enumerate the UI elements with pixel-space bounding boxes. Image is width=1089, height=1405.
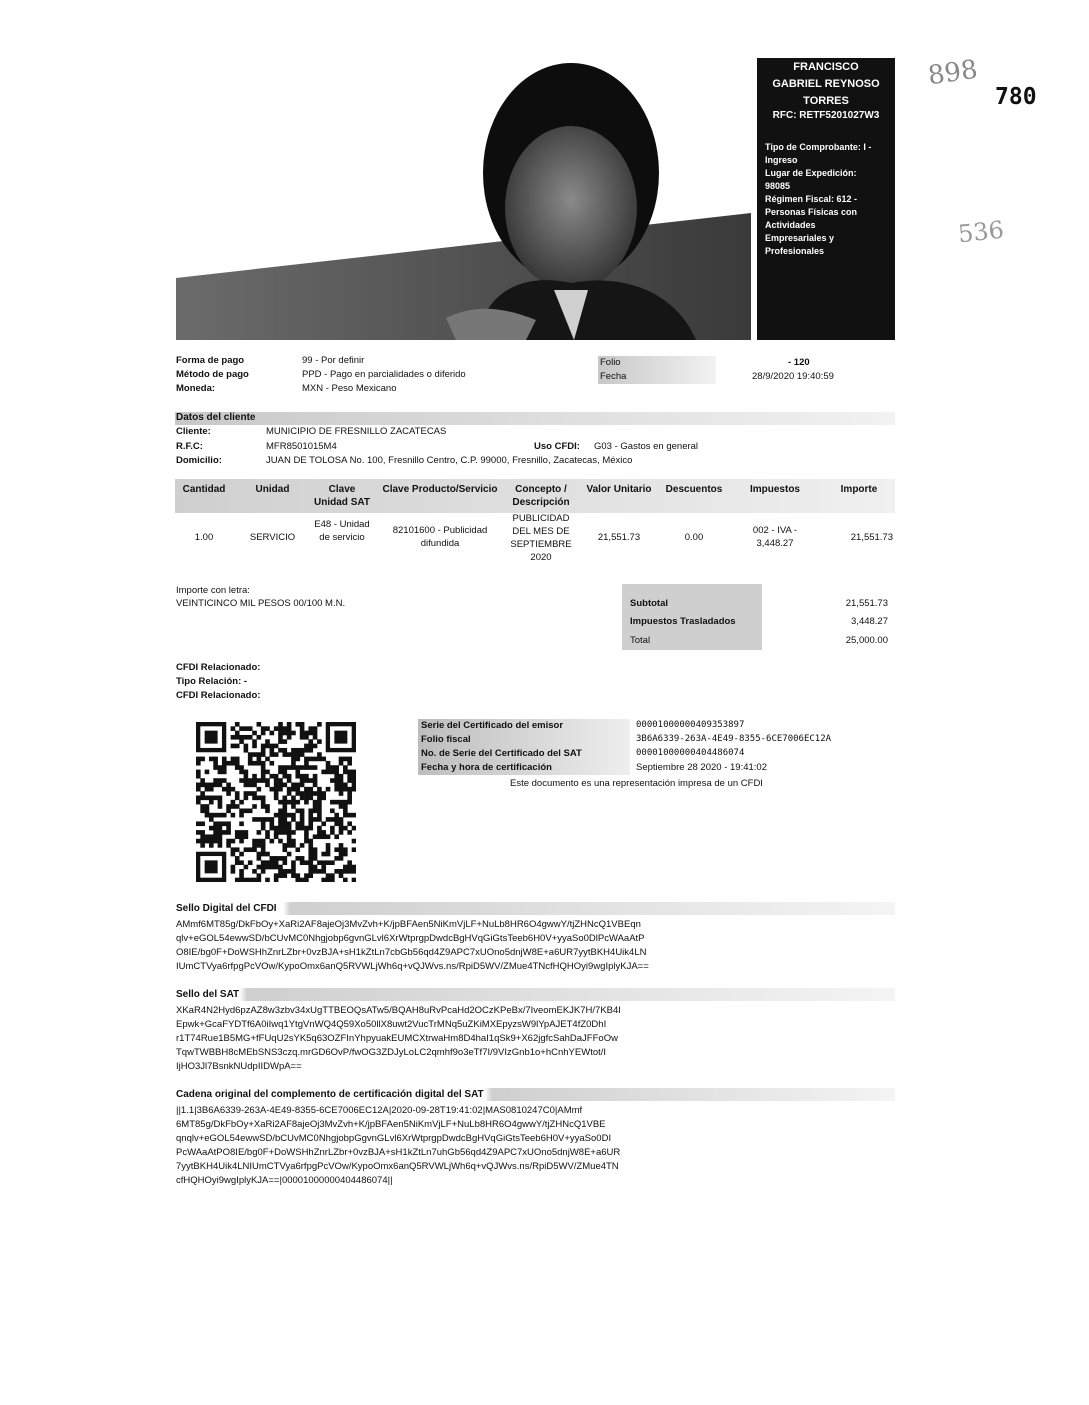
moneda-value: MXN - Peso Mexicano xyxy=(302,383,397,394)
folio-label: Folio xyxy=(600,357,621,368)
issuer-name-3: TORRES xyxy=(803,95,849,107)
handwritten-number-top: 898 xyxy=(926,54,980,92)
forma-pago-label: Forma de pago xyxy=(176,355,245,366)
portrait-image xyxy=(176,58,751,340)
domicilio-value: JUAN DE TOLOSA No. 100, Fresnillo Centro, C.P. 99000, Fresnillo, Zacatecas, México xyxy=(266,455,633,466)
col-header-unidad: Unidad xyxy=(255,484,290,495)
sello-sat-bar xyxy=(175,988,895,1001)
uso-cfdi-value: G03 - Gastos en general xyxy=(594,441,699,452)
cadena-line: ||1.1|3B6A6339-263A-4E49-8355-6CE7006EC12A|2020-09-28T19:41:02|MAS0810247C0|AMmf xyxy=(176,1105,583,1116)
importe-letra-label: Importe con letra: xyxy=(176,585,250,596)
sello-sat-line: XKaR4N2Hyd6pzAZ8w3zbv34xUgTTBEOQsATw5/BQAH8uRvPcaHd2OCzKPeBx/7IveomEKJK7H/7KB4I xyxy=(176,1005,621,1016)
forma-pago-value: 99 - Por definir xyxy=(302,355,365,366)
meta-line: Profesionales xyxy=(765,246,825,256)
cadena-text xyxy=(176,1104,876,1188)
col-header-concepto: Concepto / Descripción xyxy=(512,484,570,508)
cfdi-relacionado-label: CFDI Relacionado: xyxy=(176,662,261,673)
col-header-clave-unidad: Clave Unidad SAT xyxy=(314,484,370,508)
cadena-line: cfHQHOyi9wgIplyKJA==|00001000000404486074|| xyxy=(176,1175,393,1186)
moneda-label: Moneda: xyxy=(176,383,216,394)
meta-line: Personas Físicas con xyxy=(765,207,858,217)
col-header-clave-producto: Clave Producto/Servicio xyxy=(382,484,498,495)
client-section-bar xyxy=(175,412,895,425)
col-header-impuestos: Impuestos xyxy=(749,484,800,495)
rfc-client-value: MFR8501015M4 xyxy=(266,441,337,452)
meta-line: Empresariales y xyxy=(765,233,835,243)
row-unidad: SERVICIO xyxy=(249,532,296,543)
header-photo xyxy=(176,58,751,340)
row-valor-unitario: 21,551.73 xyxy=(597,532,641,543)
sello-sat-title: Sello del SAT xyxy=(176,989,240,1000)
fecha-value: 28/9/2020 19:40:59 xyxy=(752,371,834,382)
subtotal-value: 21,551.73 xyxy=(845,598,888,609)
col-header-cantidad: Cantidad xyxy=(182,484,226,495)
sello-cfdi-line: AMmf6MT85g/DkFbOy+XaRi2AF8ajeOj3MvZvh+K/jpBFAen5NiKmVjLF+NuLb8HR6O4gwwY/tjZHNcQ1VBEqn xyxy=(176,919,641,930)
issuer-name-1: FRANCISCO xyxy=(793,61,859,73)
total-value: 25,000.00 xyxy=(845,635,888,646)
cadena-line: PcWAaAtPO8IE/bg0F+DoWSHhZnrLZbr+0vzBJA+sH1kZtLn7uhGb56qd4Z9APC7xUOno5dnjW8E+a6UR xyxy=(176,1147,621,1158)
cadena-title: Cadena original del complemento de certificación digital del SAT xyxy=(176,1089,484,1100)
metodo-pago-label: Método de pago xyxy=(176,369,249,380)
row-impuestos: 002 - IVA - 3,448.27 xyxy=(752,525,798,549)
folio-fiscal-label: Folio fiscal xyxy=(421,734,471,745)
sello-sat-line: TqwTWBBH8cMEbSNS3czq.mrGD6OvP/fwOG3ZDJyLoLC2qmhf9o3eTf7I/9VIzGnb1o+hCnhYEWtot/I xyxy=(176,1047,607,1058)
cadena-line: 6MT85g/DkFbOy+XaRi2AF8ajeOj3MvZvh+K/jpBFAen5NiKmVjLF+NuLb8HR6O4gwwY/tjZHNcQ1VBE xyxy=(176,1119,606,1130)
tipo-relacion-label: Tipo Relación: - xyxy=(176,676,248,687)
row-cantidad: 1.00 xyxy=(194,532,214,543)
row-importe: 21,551.73 xyxy=(850,532,893,543)
sello-cfdi-line: O8IE/bg0F+DoWSHhZnrLZbr+0vzBJA+sH1kZtLn7cbGb56qd4Z9APC7xUOno5dnjW8E+a6UR7yytBKH4Uik4LN xyxy=(176,947,647,958)
cadena-line: qnqlv+eGOL54ewwSD/bCUvMC0NhgjobpGgvnGLvl6XrWtprgpDwdcBgHVqGiGtsTeeb6H0V+yyaSo0DI xyxy=(176,1133,612,1144)
client-section-title: Datos del cliente xyxy=(176,412,256,423)
cfdi-relacionado-label-2: CFDI Relacionado: xyxy=(176,690,261,701)
impuestos-trasladados-label: Impuestos Trasladados xyxy=(630,616,736,627)
row-clave-unidad: E48 - Unidad de servicio xyxy=(314,519,370,543)
uso-cfdi-label: Uso CFDI: xyxy=(534,441,580,452)
issuer-info-box xyxy=(757,58,895,340)
rfc-client-label: R.F.C: xyxy=(176,441,203,452)
total-label: Total xyxy=(630,635,651,646)
qr-code xyxy=(196,722,356,882)
meta-line: Tipo de Comprobante: I - xyxy=(765,142,872,152)
fecha-certificacion-value: Septiembre 28 2020 - 19:41:02 xyxy=(636,762,767,773)
importe-letra-value: VEINTICINCO MIL PESOS 00/100 M.N. xyxy=(176,598,346,609)
sello-cfdi-bar xyxy=(175,902,895,915)
handwritten-number-side: 536 xyxy=(956,215,1006,249)
meta-line: Actividades xyxy=(765,220,816,230)
serie-certificado-label: Serie del Certificado del emisor xyxy=(421,720,564,731)
sello-sat-line: r1T74Rue1B5MG+fFUqU2sYK5q63OZFInYhpyuakEUMCXtrwaHm8D4haI1qSk9+X62jgfcSahDaJFFoOw xyxy=(176,1033,618,1044)
cadena-line: 7yytBKH4Uik4LNIUmCTVya6rfpgPcVOw/KypoOmx6anQ5RVWLjWh6q+vQJWvs.ns/RpiD5WV/ZMue4TN xyxy=(176,1161,619,1172)
subtotal-label: Subtotal xyxy=(630,598,668,609)
issuer-name-2: GABRIEL REYNOSO xyxy=(772,78,880,90)
no-serie-sat-label: No. de Serie del Certificado del SAT xyxy=(421,748,582,759)
serie-certificado-value: 00001000000409353897 xyxy=(636,720,745,730)
issuer-rfc: RFC: RETF5201027W3 xyxy=(772,110,880,121)
cliente-value: MUNICIPIO DE FRESNILLO ZACATECAS xyxy=(266,426,447,437)
issuer-meta xyxy=(765,141,889,258)
sello-cfdi-line: qlv+eGOL54ewwSD/bCUvMC0Nhgjobp6gvnGLvl6XrWtprgpDwdcBgHVqGiGtsTeeb6H0V+yyaSo0DlPcWAaAtP xyxy=(176,933,645,944)
col-header-importe: Importe xyxy=(840,484,878,495)
meta-line: Ingreso xyxy=(765,155,798,165)
fecha-certificacion-label: Fecha y hora de certificación xyxy=(421,762,552,773)
fecha-label: Fecha xyxy=(600,371,627,382)
meta-line: Lugar de Expedición: xyxy=(765,168,857,178)
folio-fiscal-value: 3B6A6339-263A-4E49-8355-6CE7006EC12A xyxy=(636,734,832,744)
metodo-pago-value: PPD - Pago en parcialidades o diferido xyxy=(302,369,466,380)
handwritten-stamp-number: 780 xyxy=(995,84,1037,110)
sello-cfdi-line: IUmCTVya6rfpgPcVOw/KypoOmx6anQ5RVWLjWh6q+vQJWvs.ns/RpiD5WV/ZMue4TNcfHQHOyi9wgIplyKJA== xyxy=(176,961,649,972)
sello-cfdi-title: Sello Digital del CFDI xyxy=(176,903,277,914)
domicilio-label: Domicilio: xyxy=(176,455,222,466)
sello-sat-text xyxy=(176,1004,876,1074)
meta-line: 98085 xyxy=(765,181,791,191)
col-header-descuentos: Descuentos xyxy=(665,484,723,495)
representation-note: Este documento es una representación impresa de un CFDI xyxy=(510,778,763,789)
row-concepto: PUBLICIDAD DEL MES DE SEPTIEMBRE 2020 xyxy=(510,513,572,563)
row-clave-producto: 82101600 - Publicidad difundida xyxy=(392,525,488,549)
no-serie-sat-value: 00001000000404486074 xyxy=(636,748,745,758)
impuestos-trasladados-value: 3,448.27 xyxy=(851,616,888,627)
sello-cfdi-text xyxy=(176,918,876,974)
cliente-label: Cliente: xyxy=(176,426,211,437)
sello-sat-line: IjHO3Jl7BsnkNUdpIIDWpA== xyxy=(176,1061,302,1072)
meta-line: Régimen Fiscal: 612 - xyxy=(765,194,858,204)
folio-value: - 120 xyxy=(788,357,810,368)
row-descuentos: 0.00 xyxy=(684,532,704,543)
sello-sat-line: Epwk+GcaFYDTf6A0iIwq1YtgVnWQ4Q59Xo50llX8uwt2VucTrMNq5uZKiMXEpyzsW9lYpAJET4fZ0DhI xyxy=(176,1019,607,1030)
col-header-valor-unitario: Valor Unitario xyxy=(586,484,652,495)
